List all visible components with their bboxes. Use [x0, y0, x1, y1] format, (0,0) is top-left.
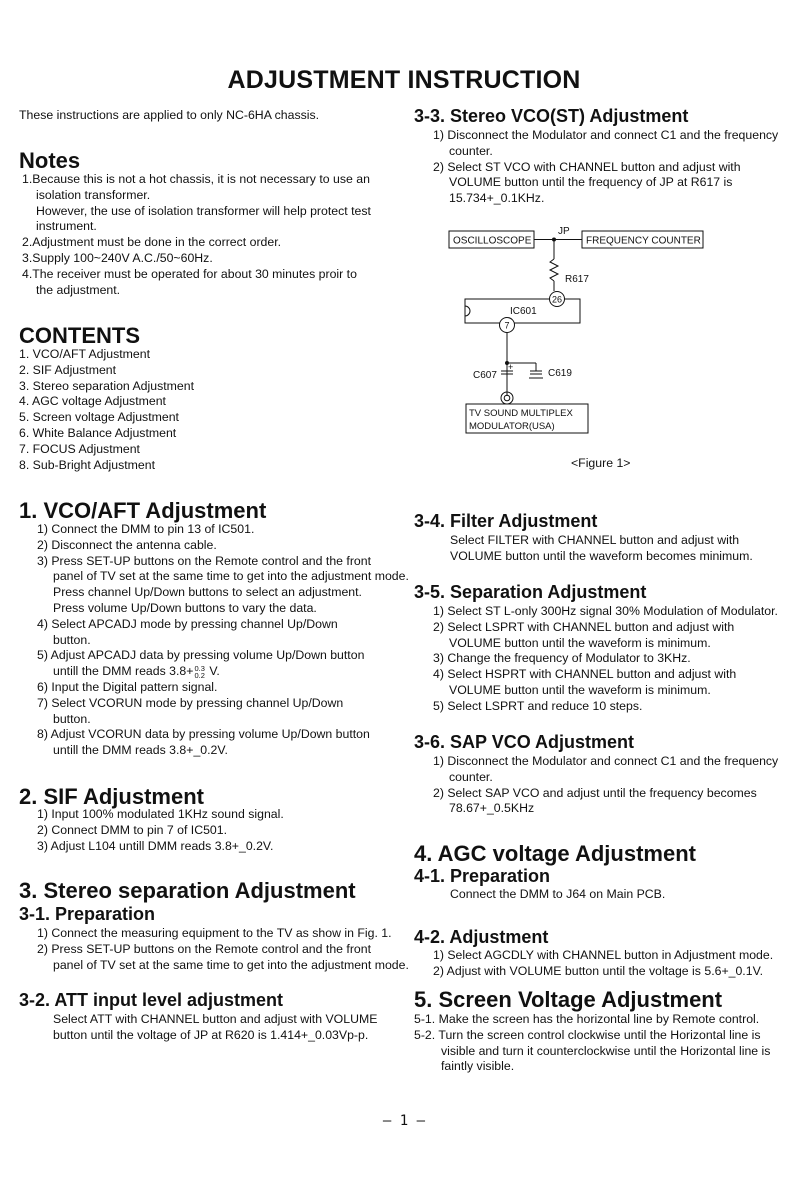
step-line: panel of TV set at the same time to get into the adjustment mode.	[53, 569, 409, 584]
tolerance-fraction: 0.3 0.2	[194, 663, 205, 681]
modulator-label-line1: TV SOUND MULTIPLEX	[469, 408, 573, 419]
ic601-notch	[465, 306, 470, 316]
step-line: button.	[53, 632, 91, 647]
pin-26-label: 26	[551, 294, 563, 305]
pin-7-label: 7	[504, 320, 510, 331]
contents-list	[19, 347, 194, 473]
ic601-label: IC601	[510, 306, 537, 317]
step-line: untill the DMM reads 3.8+_0.2V.	[53, 743, 228, 758]
step-line: 5-2. Turn the screen control clockwise until the Horizontal line is	[414, 1027, 761, 1042]
page-number: – 1 –	[382, 1113, 426, 1129]
step-line: 2) Connect DMM to pin 7 of IC501.	[37, 822, 228, 837]
rf-connector-inner	[504, 395, 510, 401]
contents-item: 6. White Balance Adjustment	[19, 425, 177, 440]
jp-node	[552, 238, 556, 242]
preparation-heading: 3-1. Preparation	[19, 904, 156, 924]
agc-preparation-text: Connect the DMM to J64 on Main PCB.	[450, 887, 666, 901]
step-line: Press channel Up/Down buttons to select an adjustment.	[53, 585, 362, 600]
step-line: 15.734+_0.1KHz.	[449, 191, 545, 206]
step-line: Select FILTER with CHANNEL button and adjust with	[450, 533, 740, 547]
vco-aft-heading: 1. VCO/AFT Adjustment	[19, 498, 267, 523]
sap-vco-steps	[433, 754, 778, 817]
step-line: 3) Press SET-UP buttons on the Remote control and the front	[37, 553, 372, 568]
contents-heading: CONTENTS	[19, 323, 140, 348]
step-line: 5) Adjust APCADJ data by pressing volume Up/Down button	[37, 648, 365, 663]
note-line: 4.The receiver must be operated for about 30 minutes proir to	[22, 266, 357, 281]
step-line: 3) Adjust L104 untill DMM reads 3.8+_0.2V.	[37, 838, 274, 853]
separation-heading: 3-5. Separation Adjustment	[414, 582, 647, 602]
step-line: 2) Adjust with VOLUME button until the voltage is 5.6+_0.1V.	[433, 963, 764, 978]
step-line: button until the voltage of JP at R620 is 1.414+_0.03Vp-p.	[53, 1027, 369, 1042]
step-line: 1) Input 100% modulated 1KHz sound signal.	[37, 807, 284, 821]
note-line: However, the use of isolation transformer will help protect test	[36, 203, 371, 218]
step-line: VOLUME button until the waveform becomes minimum.	[450, 548, 753, 563]
note-line: the adjustment.	[36, 282, 121, 297]
step-line: 2) Select LSPRT with CHANNEL button and adjust with	[433, 619, 735, 634]
sap-vco-heading: 3-6. SAP VCO Adjustment	[414, 732, 635, 752]
note-line: instrument.	[36, 219, 97, 234]
contents-item: 3. Stereo separation Adjustment	[19, 378, 194, 393]
filter-steps	[450, 533, 753, 565]
step-line: 1) Select AGCDLY with CHANNEL button in Adjustment mode.	[433, 948, 774, 962]
step-line: 8) Adjust VCORUN data by pressing volume Up/Down button	[37, 727, 370, 742]
document-title: ADJUSTMENT INSTRUCTION	[227, 66, 581, 94]
notes-list	[22, 172, 371, 298]
stereo-vco-steps	[433, 128, 778, 207]
note-line: 2.Adjustment must be done in the correct order.	[22, 235, 282, 250]
intro-text: These instructions are applied to only NC-6HA chassis.	[19, 108, 320, 122]
step-line: 1) Select ST L-only 300Hz signal 30% Modulation of Modulator.	[433, 604, 778, 618]
agc-heading: 4. AGC voltage Adjustment	[414, 841, 696, 866]
step-line: visible and turn it counterclockwise until the Horizontal line is	[441, 1043, 771, 1058]
stereo-separation-heading: 3. Stereo separation Adjustment	[19, 878, 356, 903]
att-heading: 3-2. ATT input level adjustment	[19, 990, 284, 1010]
step-line: 4) Select HSPRT with CHANNEL button and adjust with	[433, 667, 737, 682]
sif-heading: 2. SIF Adjustment	[19, 784, 204, 809]
step-line: 1) Connect the measuring equipment to the TV as show in Fig. 1.	[37, 926, 392, 940]
note-line: 3.Supply 100~240V A.C./50~60Hz.	[22, 250, 213, 265]
att-steps	[53, 1012, 377, 1044]
agc-adjustment-steps	[433, 948, 773, 980]
note-line: isolation transformer.	[36, 187, 151, 202]
step-line: 2) Select SAP VCO and adjust until the frequency becomes	[433, 785, 757, 800]
figure-caption: <Figure 1>	[571, 456, 631, 470]
agc-preparation-heading: 4-1. Preparation	[414, 866, 551, 886]
contents-item: 8. Sub-Bright Adjustment	[19, 457, 156, 472]
step-line: VOLUME button until the waveform is minimum.	[449, 682, 711, 697]
screen-voltage-steps	[414, 1012, 770, 1075]
screen-voltage-heading: 5. Screen Voltage Adjustment	[414, 987, 723, 1012]
contents-item: 1. VCO/AFT Adjustment	[19, 347, 150, 361]
contents-item: 5. Screen voltage Adjustment	[19, 410, 179, 425]
contents-item: 7. FOCUS Adjustment	[19, 441, 140, 456]
step-line-tolerance: untill the DMM reads 3.8+0.3 0.2 V.	[53, 663, 220, 681]
step-line: Press volume Up/Down buttons to vary the data.	[53, 600, 317, 615]
contents-item: 2. SIF Adjustment	[19, 362, 117, 377]
notes-heading: Notes	[19, 148, 81, 173]
step-line: 7) Select VCORUN mode by pressing channel Up/Down	[37, 695, 344, 710]
frequency-counter-label: FREQUENCY COUNTER	[586, 235, 701, 247]
step-line: 1) Disconnect the Modulator and connect C1 and the frequency	[433, 128, 779, 142]
oscilloscope-label: OSCILLOSCOPE	[453, 235, 532, 247]
stereo-vco-heading: 3-3. Stereo VCO(ST) Adjustment	[414, 106, 689, 126]
step-line: VOLUME button until the waveform is minimum.	[449, 635, 711, 650]
modulator-label-line2: MODULATOR(USA)	[469, 421, 555, 432]
figure-1-diagram	[440, 222, 720, 437]
step-line: 1) Connect the DMM to pin 13 of IC501.	[37, 522, 255, 536]
agc-adjustment-heading: 4-2. Adjustment	[414, 927, 549, 947]
r617-resistor	[550, 259, 558, 281]
jp-label: JP	[558, 226, 570, 237]
step-line: 78.67+_0.5KHz	[449, 801, 535, 816]
preparation-steps	[37, 926, 409, 973]
step-line: 6) Input the Digital pattern signal.	[37, 679, 218, 694]
c607-label: C607	[473, 370, 497, 381]
step-line: 2) Disconnect the antenna cable.	[37, 537, 217, 552]
r617-label: R617	[565, 274, 589, 285]
filter-heading: 3-4. Filter Adjustment	[414, 511, 598, 531]
step-line: 5-1. Make the screen has the horizontal line by Remote control.	[414, 1012, 760, 1026]
contents-item: 4. AGC voltage Adjustment	[19, 394, 166, 409]
step-line: counter.	[449, 769, 493, 784]
step-line: 2) Press SET-UP buttons on the Remote control and the front	[37, 941, 372, 956]
polarity-plus: +	[508, 362, 514, 372]
separation-steps	[433, 604, 778, 715]
step-line: button.	[53, 711, 91, 726]
step-line: 4) Select APCADJ mode by pressing channel Up/Down	[37, 616, 338, 631]
step-line: panel of TV set at the same time to get into the adjustment mode.	[53, 957, 409, 972]
vco-aft-steps	[37, 522, 409, 759]
sif-steps	[37, 807, 284, 854]
step-line: VOLUME button until the frequency of JP at R617 is	[449, 175, 733, 190]
step-line: faintly visible.	[441, 1059, 515, 1074]
c619-label: C619	[548, 368, 572, 379]
step-line: 2) Select ST VCO with CHANNEL button and adjust with	[433, 159, 741, 174]
step-line: 1) Disconnect the Modulator and connect C1 and the frequency	[433, 754, 779, 768]
step-line: counter.	[449, 143, 493, 158]
step-line: 3) Change the frequency of Modulator to 3KHz.	[433, 651, 691, 666]
note-line: 1.Because this is not a hot chassis, it is not necessary to use an	[22, 172, 370, 186]
step-line: 5) Select LSPRT and reduce 10 steps.	[433, 698, 643, 713]
step-line: Select ATT with CHANNEL button and adjust with VOLUME	[53, 1012, 378, 1026]
